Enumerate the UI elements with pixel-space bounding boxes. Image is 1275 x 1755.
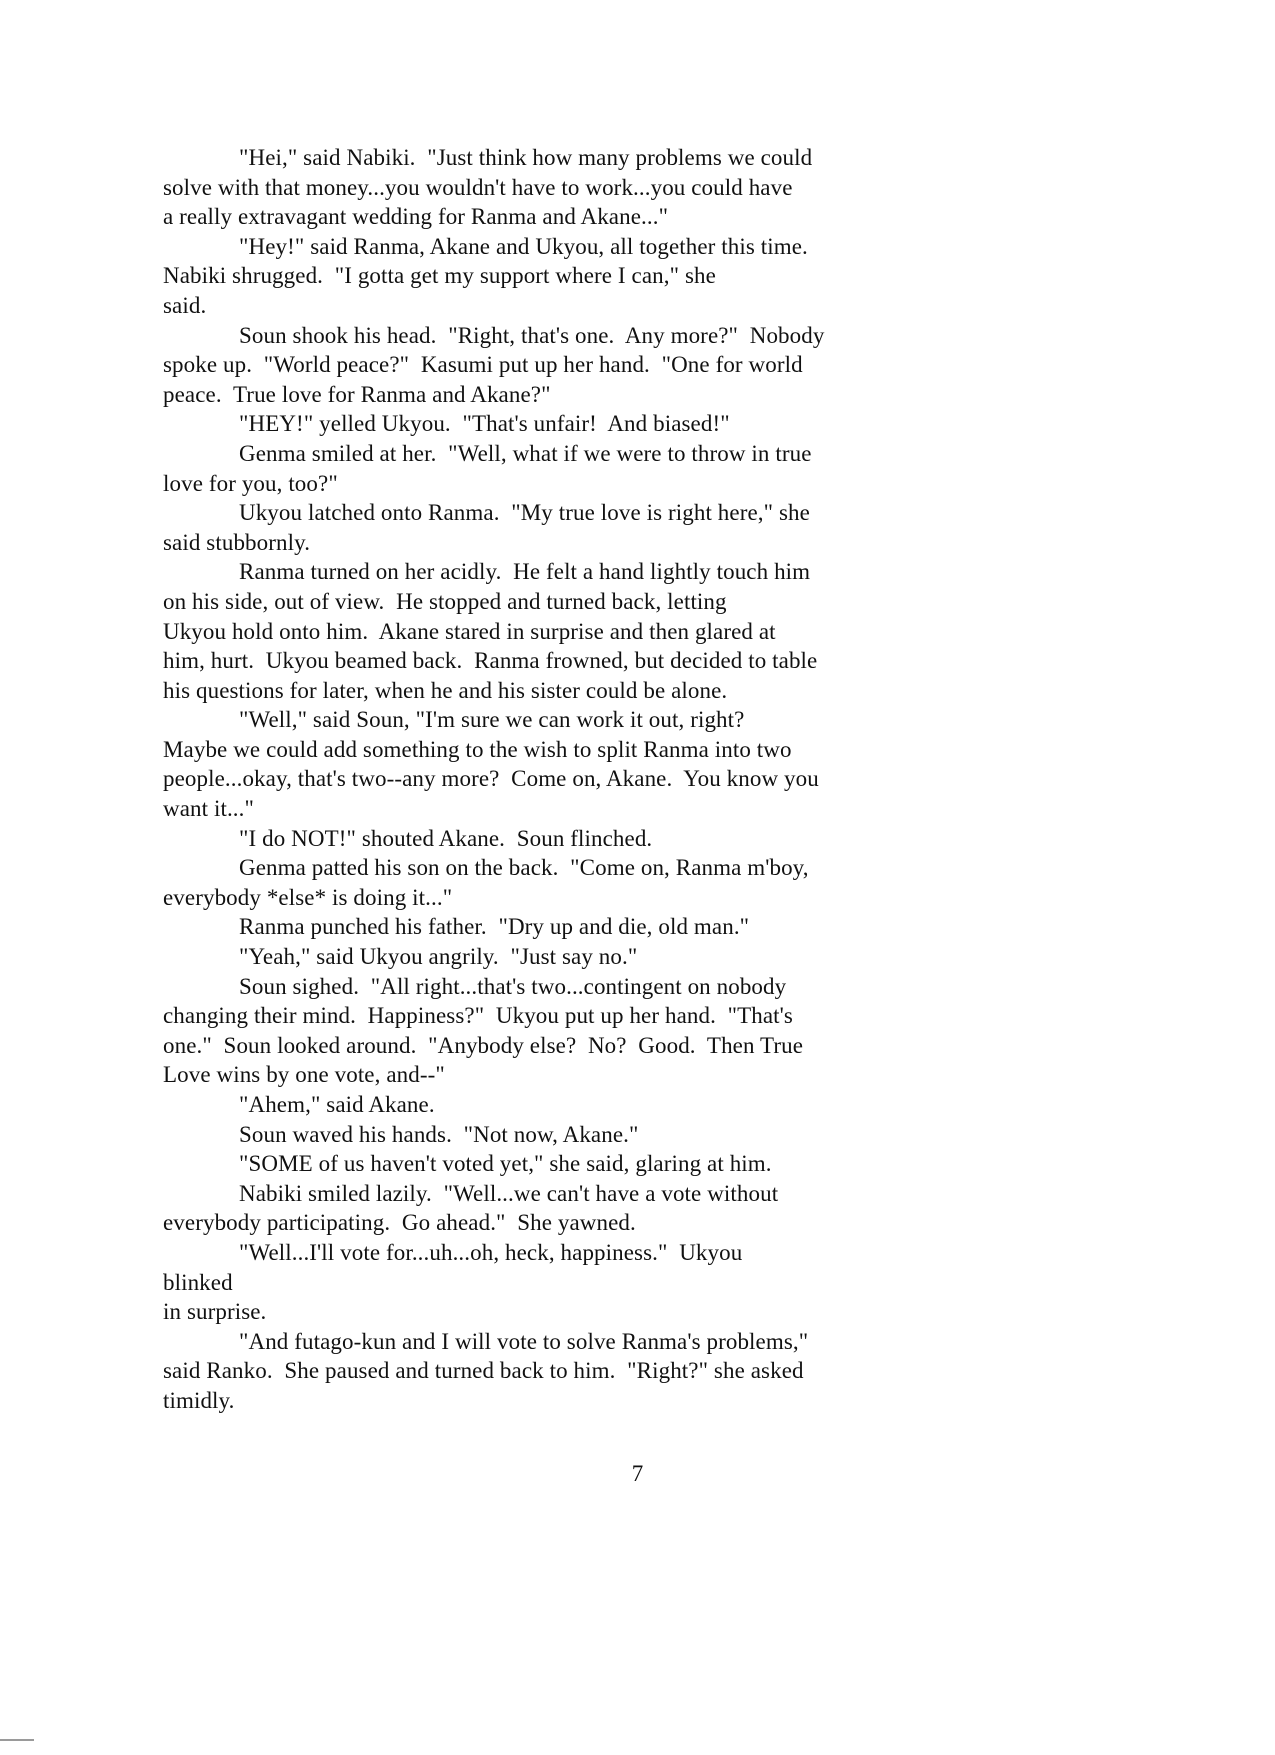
text-line: Ranma punched his father. "Dry up and die, old man." xyxy=(239,914,750,940)
scan-edge-mark xyxy=(0,1739,34,1741)
text-line: on his side, out of view. He stopped and turned back, letting xyxy=(163,588,727,614)
text-line: Soun waved his hands. "Not now, Akane." xyxy=(239,1121,639,1147)
text-line: Genma smiled at her. "Well, what if we were to throw in true xyxy=(239,440,812,466)
text-line: Love wins by one vote, and--" xyxy=(163,1062,445,1088)
text-line: "Ahem," said Akane. xyxy=(239,1092,435,1117)
text-line: "Yeah," said Ukyou angrily. "Just say no." xyxy=(239,944,638,970)
text-line: everybody *else* is doing it..." xyxy=(163,884,453,910)
text-line: one." Soun looked around. "Anybody else? No? Good. Then True xyxy=(163,1032,804,1058)
text-line: Maybe we could add something to the wish to split Ranma into two xyxy=(163,736,792,762)
text-line: "Hei," said Nabiki. "Just think how many problems we could xyxy=(239,145,813,170)
text-line: blinked xyxy=(163,1269,233,1295)
page-number: 7 xyxy=(631,1461,644,1486)
text-line: "Well...I'll vote for...uh...oh, heck, happiness." Ukyou xyxy=(239,1239,743,1265)
text-line: "And futago-kun and I will vote to solve Ranma's problems," xyxy=(239,1328,809,1354)
text-line: Ranma turned on her acidly. He felt a hand lightly touch him xyxy=(239,559,811,585)
text-line: everybody participating. Go ahead." She yawned. xyxy=(163,1210,636,1236)
text-line: a really extravagant wedding for Ranma and Akane..." xyxy=(163,204,669,230)
text-line: changing their mind. Happiness?" Ukyou put up her hand. "That's xyxy=(163,1003,793,1029)
text-line: in surprise. xyxy=(163,1299,267,1325)
text-line: "Well," said Soun, "I'm sure we can work it out, right? xyxy=(239,707,745,733)
text-line: peace. True love for Ranma and Akane?" xyxy=(163,381,551,407)
text-line: said Ranko. She paused and turned back to him. "Right?" she asked xyxy=(163,1358,804,1384)
body-text xyxy=(163,143,1163,1416)
text-line: solve with that money...you wouldn't have to work...you could have xyxy=(163,174,793,200)
text-line: said stubbornly. xyxy=(163,529,311,555)
text-line: him, hurt. Ukyou beamed back. Ranma frowned, but decided to table xyxy=(163,648,818,674)
text-line: his questions for later, when he and his sister could be alone. xyxy=(163,677,728,703)
text-line: timidly. xyxy=(163,1387,235,1413)
text-line: "I do NOT!" shouted Akane. Soun flinched. xyxy=(239,825,653,851)
text-line: Ukyou hold onto him. Akane stared in surprise and then glared at xyxy=(163,618,776,644)
text-line: people...okay, that's two--any more? Come on, Akane. You know you xyxy=(163,766,819,792)
text-line: Genma patted his son on the back. "Come on, Ranma m'boy, xyxy=(239,855,809,881)
text-line: "HEY!" yelled Ukyou. "That's unfair! And biased!" xyxy=(239,411,730,437)
text-line: "SOME of us haven't voted yet," she said, glaring at him. xyxy=(239,1151,772,1177)
text-line: Nabiki smiled lazily. "Well...we can't have a vote without xyxy=(239,1180,779,1206)
text-line: Ukyou latched onto Ranma. "My true love is right here," she xyxy=(239,500,810,526)
text-line: said. xyxy=(163,292,207,318)
text-line: spoke up. "World peace?" Kasumi put up her hand. "One for world xyxy=(163,352,803,378)
text-line: Soun shook his head. "Right, that's one. Any more?" Nobody xyxy=(239,322,825,348)
text-line: Nabiki shrugged. "I gotta get my support where I can," she xyxy=(163,263,716,289)
text-line: love for you, too?" xyxy=(163,470,338,496)
text-line: "Hey!" said Ranma, Akane and Ukyou, all together this time. xyxy=(239,233,808,259)
text-line: want it..." xyxy=(163,796,254,822)
text-line: Soun sighed. "All right...that's two...contingent on nobody xyxy=(239,973,787,999)
